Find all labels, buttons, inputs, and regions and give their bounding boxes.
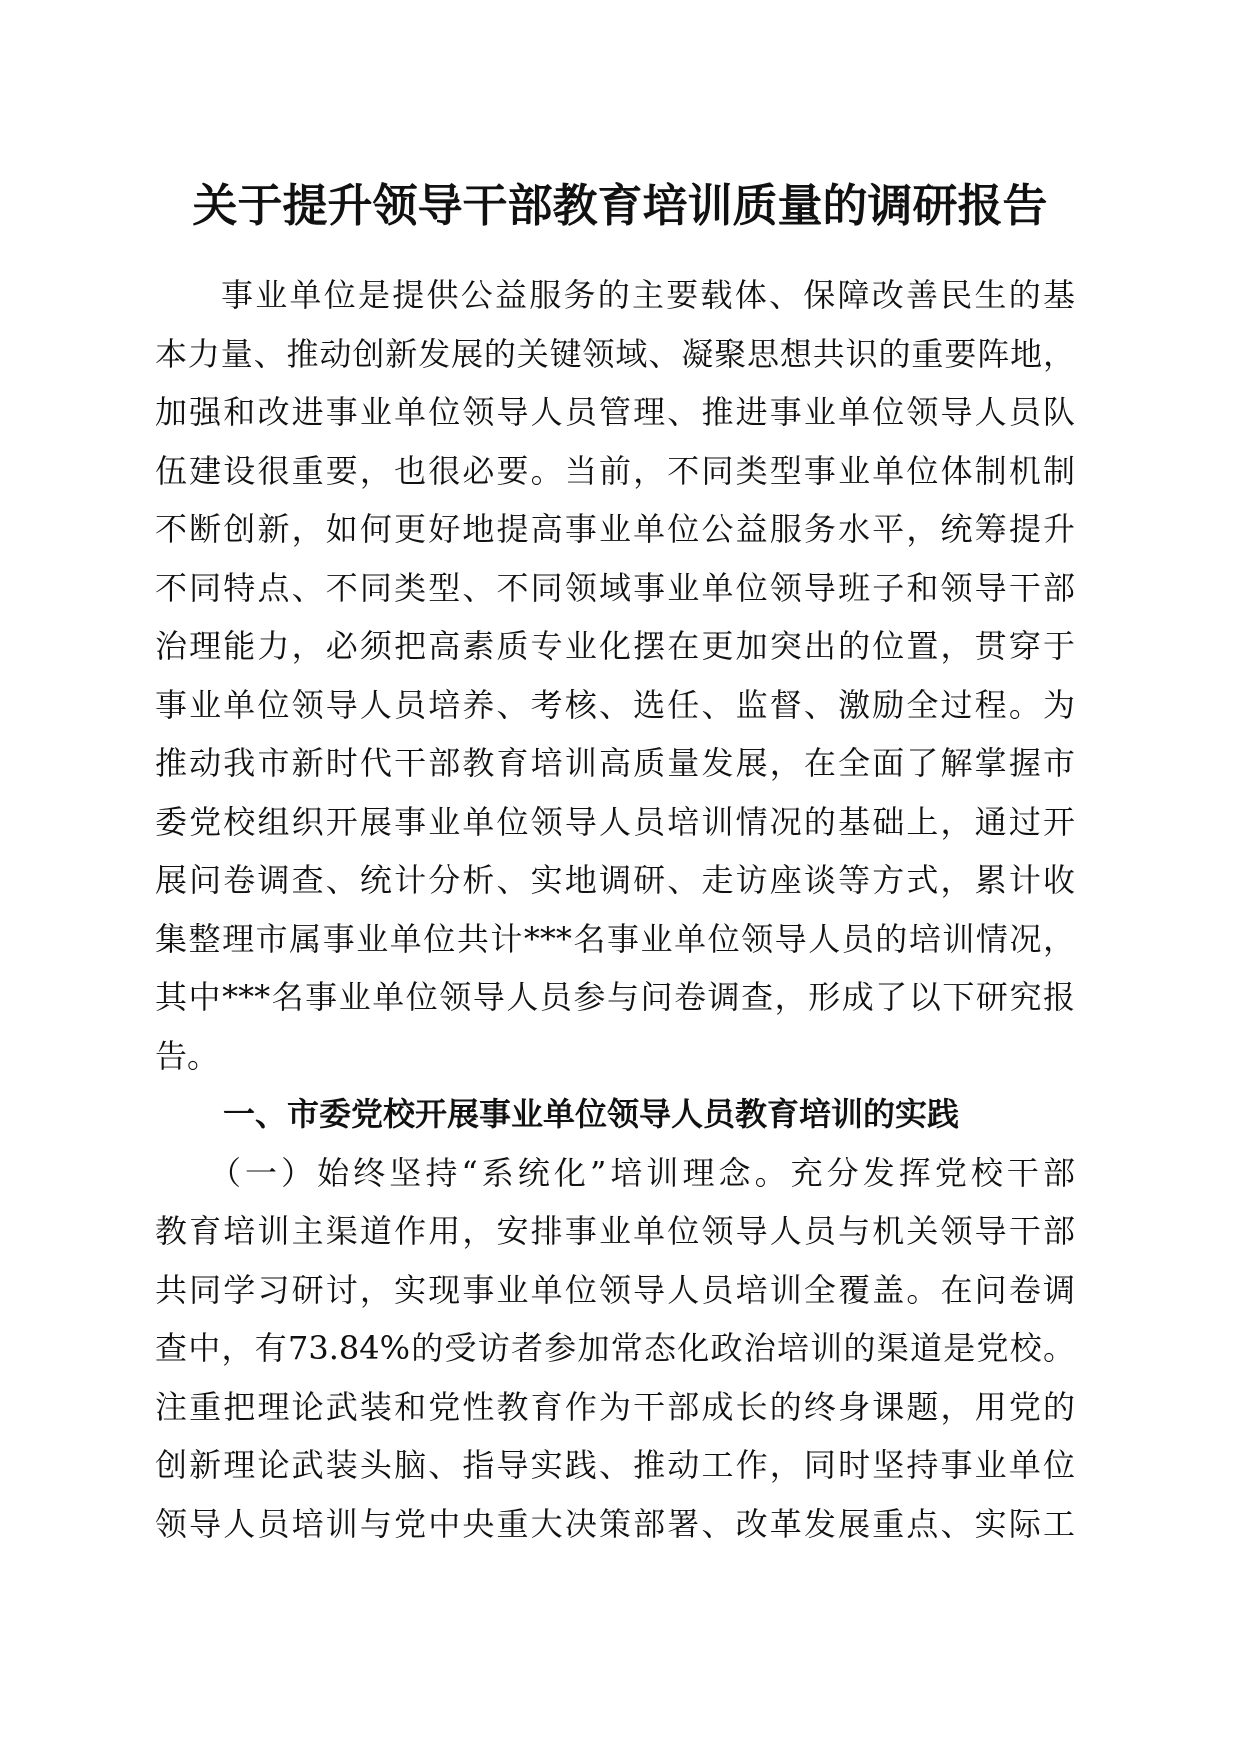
paragraph-line: 事业单位领导人员培养、考核、选任、监督、激励全过程。为 xyxy=(155,685,1075,724)
paragraph-line: 教育培训主渠道作用，安排事业单位领导人员与机关领导干部 xyxy=(155,1212,1075,1250)
paragraph-line: 治理能力，必须把高素质专业化摆在更加突出的位置，贯穿于 xyxy=(155,627,1075,665)
paragraph-line: 加强和改进事业单位领导人员管理、推进事业单位领导人员队 xyxy=(155,393,1075,431)
paragraph-line: 共同学习研讨，实现事业单位领导人员培训全覆盖。在问卷调 xyxy=(155,1270,1075,1309)
paragraph-line: 集整理市属事业单位共计***名事业单位领导人员的培训情况， xyxy=(155,919,1075,958)
paragraph-line: 其中***名事业单位领导人员参与问卷调查，形成了以下研究报 xyxy=(155,978,1075,1016)
paragraph-line: 告。 xyxy=(155,1036,220,1075)
section-heading: 一、市委党校开展事业单位领导人员教育培训的实践 xyxy=(223,1095,960,1133)
paragraph-line: 委党校组织开展事业单位领导人员培训情况的基础上，通过开 xyxy=(155,802,1075,841)
document-title: 关于提升领导干部教育培训质量的调研报告 xyxy=(192,179,1048,232)
paragraph-line: 查中，有73.84%的受访者参加常态化政治培训的渠道是党校。 xyxy=(155,1329,1075,1367)
paragraph-line: （一）始终坚持“系统化”培训理念。充分发挥党校干部 xyxy=(209,1153,1075,1192)
paragraph-line: 领导人员培训与党中央重大决策部署、改革发展重点、实际工 xyxy=(155,1504,1075,1543)
paragraph-line: 本力量、推动创新发展的关键领域、凝聚思想共识的重要阵地， xyxy=(155,334,1075,373)
paragraph-line: 注重把理论武装和党性教育作为干部成长的终身课题，用党的 xyxy=(155,1387,1075,1426)
paragraph-line: 伍建设很重要，也很必要。当前，不同类型事业单位体制机制 xyxy=(155,451,1075,490)
paragraph-line: 不同特点、不同类型、不同领域事业单位领导班子和领导干部 xyxy=(155,568,1075,607)
paragraph-line: 创新理论武装头脑、指导实践、推动工作，同时坚持事业单位 xyxy=(155,1446,1075,1484)
paragraph-line: 展问卷调查、统计分析、实地调研、走访座谈等方式，累计收 xyxy=(155,861,1075,899)
paragraph-line: 推动我市新时代干部教育培训高质量发展，在全面了解掌握市 xyxy=(155,744,1075,782)
paragraph-line: 不断创新，如何更好地提高事业单位公益服务水平，统筹提升 xyxy=(155,510,1075,548)
paragraph-line: 事业单位是提供公益服务的主要载体、保障改善民生的基 xyxy=(221,276,1075,314)
document-body xyxy=(155,266,1075,1553)
